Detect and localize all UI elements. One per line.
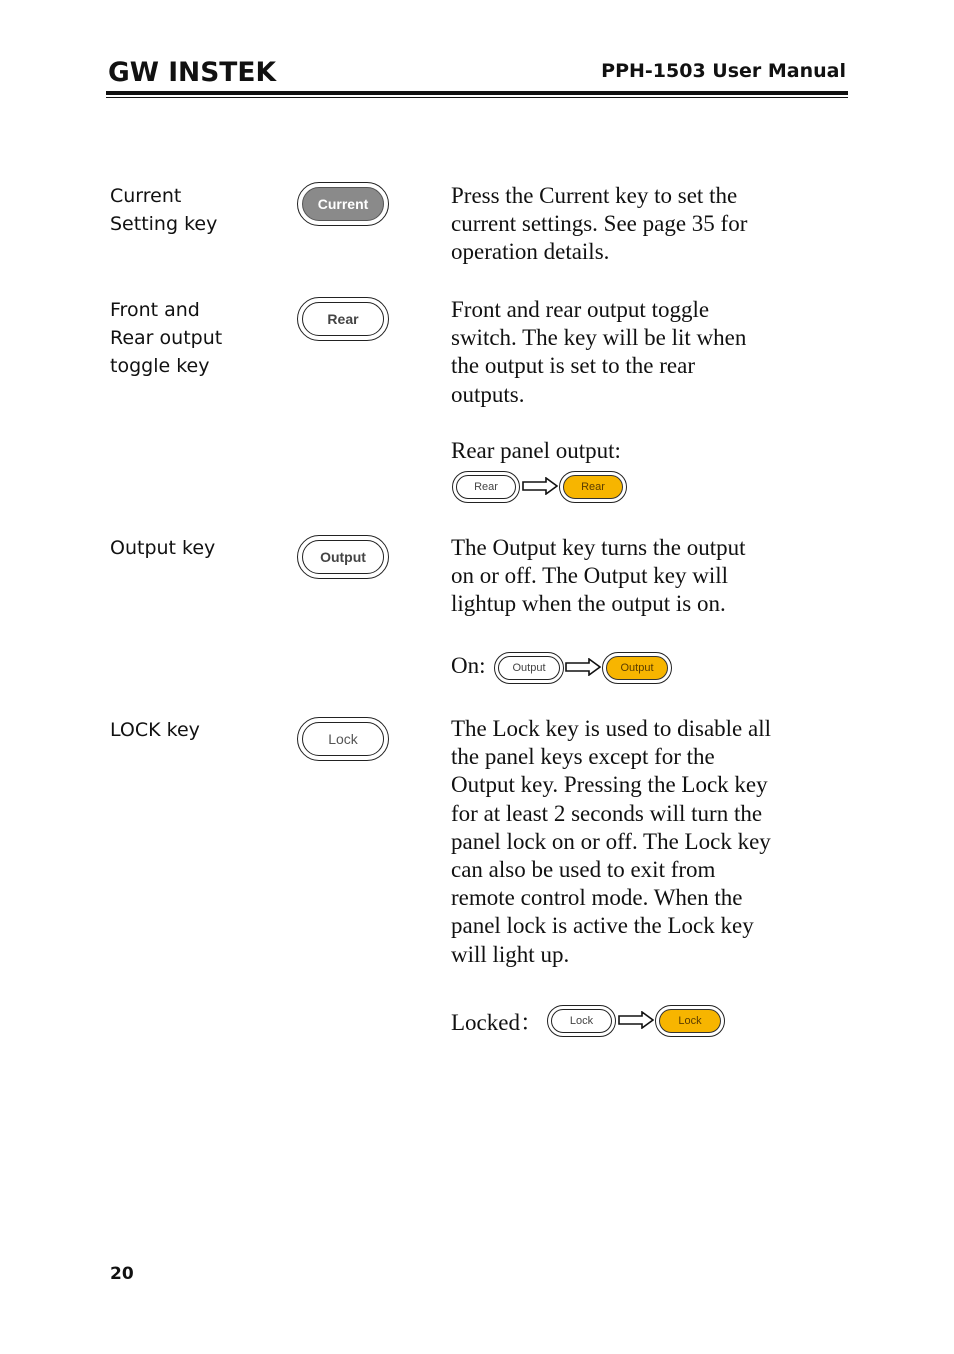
rear-key-lit: Rear [559, 471, 627, 503]
lock-key-lit: Lock [655, 1005, 725, 1037]
rear-key-unlit: Rear [452, 471, 520, 503]
manual-title: PPH-1503 User Manual [601, 60, 846, 82]
rear-key[interactable]: Rear [297, 297, 389, 341]
current-key[interactable]: Current [297, 182, 389, 226]
output-key-unlit: Output [494, 652, 564, 684]
gw-instek-logo [108, 56, 280, 84]
lock-key[interactable]: Lock [297, 717, 389, 761]
current-description: Press the Current key to set the current settings. See page 35 for operation details. [451, 183, 748, 265]
page-number: 20 [110, 1264, 134, 1284]
header-rule-thin [106, 97, 848, 98]
rear-description: Front and rear output toggle switch. The key will be lit when the output is set to the rear outputs. [451, 297, 747, 407]
right-outline-arrow-icon [522, 477, 558, 495]
lock-key-unlit: Lock [547, 1005, 616, 1037]
logo-text: GW INSTEK [108, 57, 278, 84]
current-setting-label: Current Setting key [110, 185, 218, 235]
output-key-label: Output key [110, 537, 216, 559]
output-example-label: On: [451, 653, 486, 678]
output-description: The Output key turns the output on or off. The Output key will lightup when the output is on. [451, 535, 746, 617]
rear-toggle-label: Front and Rear output toggle key [110, 299, 223, 377]
output-key-lit: Output [602, 652, 672, 684]
right-outline-arrow-icon [565, 658, 601, 676]
lock-key-label: LOCK key [110, 719, 200, 741]
rear-example-label: Rear panel output: [451, 438, 621, 463]
lock-description: The Lock key is used to disable all the panel keys except for the Output key. Pressing the Lock key for at least 2 seconds will turn the panel lock on or off. The Lock key can also be used to exit from remote control mode. When the panel lock is active the Lock key will light up. [451, 716, 772, 967]
right-outline-arrow-icon [618, 1011, 654, 1029]
lock-example-label: Locked： [451, 1010, 543, 1035]
output-key[interactable]: Output [297, 535, 389, 579]
header-rule-thick [106, 91, 848, 95]
